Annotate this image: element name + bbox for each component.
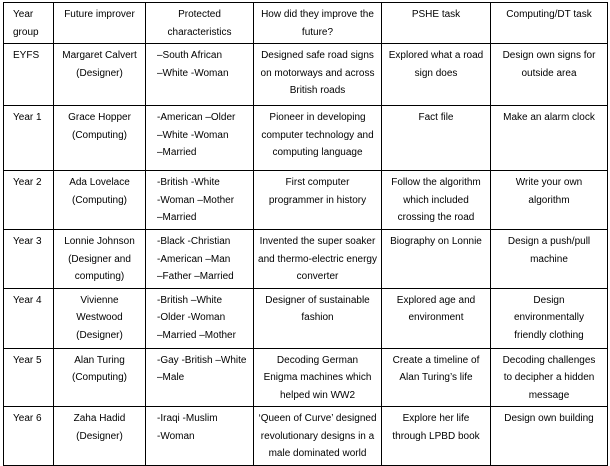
future-improver-cell-line: (Designer) [76, 430, 123, 442]
protected-characteristics-cell-line: -Gay -British –White [157, 354, 247, 366]
future-improver-cell-line: Zaha Hadid [73, 413, 126, 424]
future-improver-cell-line: Grace Hopper [68, 112, 131, 123]
year-cell [4, 348, 54, 407]
protected-characteristics-cell [146, 348, 254, 407]
future-improver-cell-line: computing) [74, 271, 125, 282]
curriculum-table-wrapper [3, 2, 607, 466]
year-cell-text: Year 4 [13, 294, 42, 306]
future-improver-cell-line: Alan Turing [74, 354, 125, 366]
how-improved-cell [254, 171, 382, 230]
pshe-task-cell-line: through LPBD book [392, 430, 480, 442]
future-improver-cell-line: (Designer) [76, 67, 123, 79]
future-improver-cell-line: (Computing) [71, 372, 128, 383]
header-pshe-task: PSHE task [382, 3, 491, 44]
table-row [4, 44, 608, 106]
future-improver-cell [54, 348, 146, 407]
protected-characteristics-cell [146, 230, 254, 289]
future-improver-cell [54, 106, 146, 171]
table-row [4, 288, 608, 348]
computing-dt-task-cell-line: machine [530, 253, 568, 265]
computing-dt-task-cell-line: Design [533, 294, 565, 306]
how-improved-cell-line: programmer in history [268, 194, 367, 206]
computing-dt-task-cell-line: Design own building [504, 413, 594, 424]
protected-characteristics-cell-line: –White -Woman [157, 67, 229, 79]
pshe-task-cell-line: Biography on Lonnie [390, 236, 482, 247]
year-cell [4, 44, 54, 106]
computing-dt-task-cell-line: Design a push/pull [507, 236, 591, 247]
computing-dt-task-cell [491, 230, 608, 289]
how-improved-cell-line: computer technology and [261, 129, 374, 141]
future-improver-cell [54, 230, 146, 289]
how-improved-cell [254, 230, 382, 289]
table-row [4, 171, 608, 230]
pshe-task-cell [382, 44, 491, 106]
how-improved-cell-line: Designed safe road signs [261, 50, 374, 61]
how-improved-cell-line: Decoding German [276, 354, 359, 366]
future-improver-cell-line: Westwood [76, 312, 123, 323]
how-improved-cell-line: male dominated world [268, 448, 367, 459]
how-improved-cell-line: Designer of sustainable [265, 294, 370, 306]
protected-characteristics-cell-line: -British -White [157, 177, 220, 188]
protected-characteristics-cell [146, 44, 254, 106]
pshe-task-cell-line: Explored what a road [388, 50, 484, 61]
pshe-task-cell-line: Alan Turing’s life [399, 372, 473, 383]
how-improved-cell [254, 348, 382, 407]
protected-characteristics-cell-line: -Iraqi -Muslim [157, 413, 218, 424]
computing-dt-task-cell [491, 288, 608, 348]
protected-characteristics-cell-line: -Woman –Mother [157, 194, 235, 206]
pshe-task-cell-line: Follow the algorithm [391, 177, 481, 188]
how-improved-cell-line: British roads [289, 85, 346, 96]
year-cell-text: Year 5 [13, 354, 42, 366]
computing-dt-task-cell-line: environmentally [513, 312, 585, 323]
how-improved-cell-line: Invented the super soaker [259, 236, 376, 247]
year-cell [4, 288, 54, 348]
computing-dt-task-cell [491, 171, 608, 230]
protected-characteristics-cell-line: –South African [157, 50, 223, 61]
table-row [4, 106, 608, 171]
future-improver-cell-line: Vivienne [80, 294, 119, 306]
protected-characteristics-cell-line: –Married –Mother [157, 329, 236, 341]
how-improved-cell [254, 288, 382, 348]
computing-dt-task-cell [491, 44, 608, 106]
how-improved-cell [254, 106, 382, 171]
protected-characteristics-cell-line: –Married [157, 212, 197, 223]
how-improved-cell-line: fashion [301, 312, 334, 323]
protected-characteristics-cell [146, 171, 254, 230]
curriculum-table [3, 2, 608, 466]
protected-characteristics-cell-line: -American –Older [157, 112, 236, 123]
future-improver-cell-line: (Designer and [68, 253, 131, 265]
protected-characteristics-cell-line: –White -Woman [157, 129, 229, 141]
table-row [4, 407, 608, 466]
pshe-task-cell [382, 230, 491, 289]
future-improver-cell [54, 171, 146, 230]
year-cell-text: Year 2 [13, 177, 42, 188]
future-improver-cell-line: Lonnie Johnson [64, 236, 135, 247]
future-improver-cell-line: (Computing) [71, 194, 128, 206]
future-improver-cell-line: Margaret Calvert [62, 50, 137, 61]
protected-characteristics-cell-line: –Father –Married [157, 271, 234, 282]
future-improver-cell [54, 288, 146, 348]
how-improved-cell-line: converter [296, 271, 339, 282]
protected-characteristics-cell-line: -Older -Woman [157, 312, 226, 323]
computing-dt-task-cell-line: algorithm [528, 194, 570, 206]
protected-characteristics-cell-line: -British –White [157, 294, 223, 306]
pshe-task-cell [382, 407, 491, 466]
pshe-task-cell [382, 106, 491, 171]
pshe-task-cell [382, 171, 491, 230]
computing-dt-task-cell-line: Make an alarm clock [503, 112, 595, 123]
computing-dt-task-cell-line: message [528, 389, 570, 401]
pshe-task-cell-line: Fact file [418, 112, 454, 123]
protected-characteristics-cell-line: –Married [157, 147, 197, 158]
future-improver-cell [54, 44, 146, 106]
year-cell [4, 106, 54, 171]
computing-dt-task-cell-line: Design own signs for [502, 50, 596, 61]
header-protected-characteristics: Protected characteristics [146, 3, 254, 44]
year-cell-text: EYFS [13, 50, 40, 61]
protected-characteristics-cell-line: -American –Man [157, 253, 231, 265]
protected-characteristics-cell-line: -Woman [157, 430, 195, 442]
computing-dt-task-cell [491, 348, 608, 407]
computing-dt-task-cell-line: outside area [521, 67, 577, 79]
how-improved-cell-line: helped win WW2 [279, 389, 356, 401]
how-improved-cell-line: computing language [272, 147, 363, 158]
pshe-task-cell-line: which included [403, 194, 469, 206]
year-cell-text: Year 1 [13, 112, 42, 123]
computing-dt-task-cell [491, 106, 608, 171]
header-future-improver: Future improver [54, 3, 146, 44]
future-improver-cell-line: (Designer) [76, 329, 123, 341]
how-improved-cell-line: and thermo-electric energy [258, 253, 377, 265]
header-computing-dt-task: Computing/DT task [491, 3, 608, 44]
header-how-improved: How did they improve the future? [254, 3, 382, 44]
year-cell [4, 407, 54, 466]
table-body [4, 3, 608, 466]
pshe-task-cell-line: crossing the road [397, 212, 475, 223]
computing-dt-task-cell [491, 407, 608, 466]
how-improved-cell-line: First computer [285, 177, 350, 188]
how-improved-cell-line: Pioneer in developing [269, 112, 366, 123]
year-cell-text: Year 3 [13, 236, 42, 247]
future-improver-cell-line: (Computing) [71, 129, 128, 141]
future-improver-cell-line: Ada Lovelace [69, 177, 130, 188]
how-improved-cell [254, 44, 382, 106]
protected-characteristics-cell-line: –Male [157, 372, 185, 383]
pshe-task-cell-line: Explore her life [402, 413, 470, 424]
computing-dt-task-cell-line: Write your own [515, 177, 583, 188]
computing-dt-task-cell-line: to decipher a hidden [503, 372, 595, 383]
pshe-task-cell [382, 348, 491, 407]
table-row [4, 348, 608, 407]
how-improved-cell-line: ‘Queen of Curve’ designed [258, 413, 377, 424]
pshe-task-cell-line: sign does [414, 67, 458, 79]
header-year-group: Year group [4, 3, 54, 44]
protected-characteristics-cell-line: -Black -Christian [157, 236, 231, 247]
pshe-task-cell-line: environment [408, 312, 464, 323]
header-row [4, 3, 608, 44]
protected-characteristics-cell [146, 106, 254, 171]
future-improver-cell [54, 407, 146, 466]
protected-characteristics-cell [146, 288, 254, 348]
how-improved-cell-line: revolutionary designs in a [260, 430, 375, 442]
year-cell-text: Year 6 [13, 413, 42, 424]
how-improved-cell-line: on motorways and across [260, 67, 375, 79]
table-row [4, 230, 608, 289]
pshe-task-cell-line: Explored age and [396, 294, 476, 306]
protected-characteristics-cell [146, 407, 254, 466]
how-improved-cell-line: Enigma machines which [263, 372, 372, 383]
pshe-task-cell-line: Create a timeline of [392, 354, 480, 366]
how-improved-cell [254, 407, 382, 466]
computing-dt-task-cell-line: Decoding challenges [502, 354, 596, 366]
pshe-task-cell [382, 288, 491, 348]
year-cell [4, 171, 54, 230]
computing-dt-task-cell-line: friendly clothing [514, 329, 584, 341]
year-cell [4, 230, 54, 289]
